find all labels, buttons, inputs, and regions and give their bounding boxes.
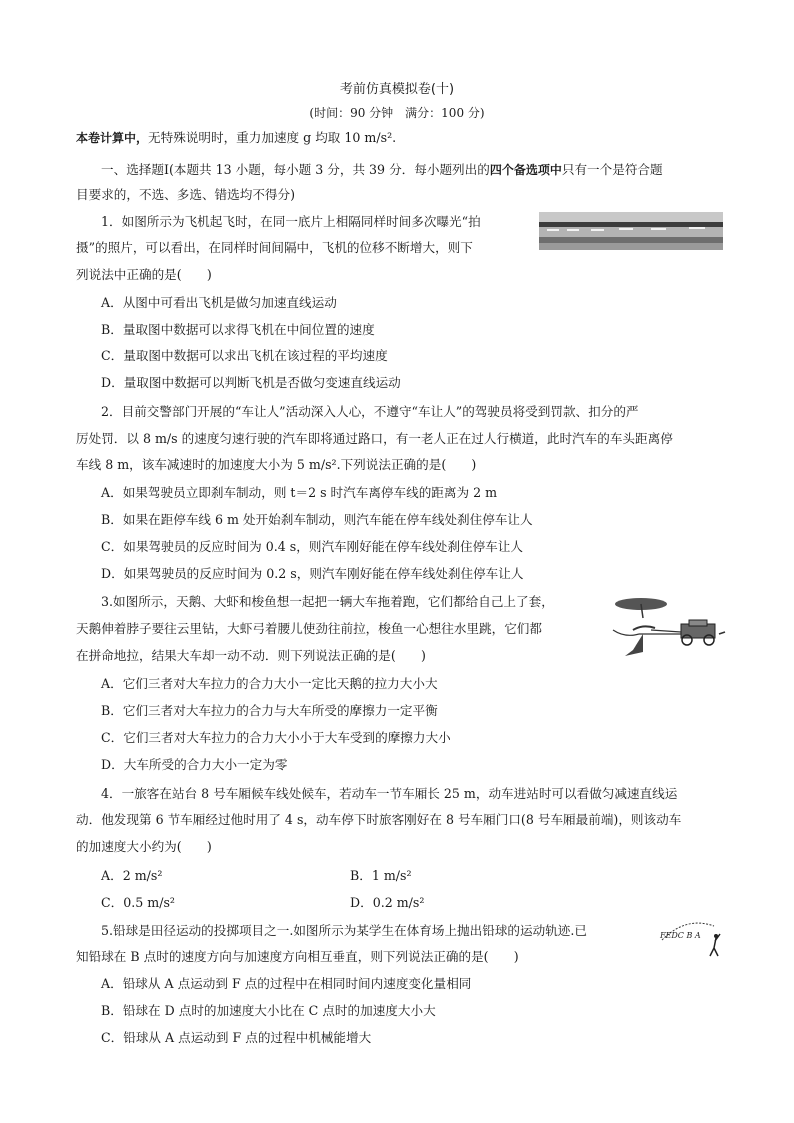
q5-option-b: B．铅球在 D 点时的加速度大小比在 C 点时的加速度大小大 — [101, 1003, 436, 1018]
q3-line1: 3.如图所示，天鹅、大虾和梭鱼想一起把一辆大车拖着跑，它们都给自己上了套， — [101, 594, 554, 609]
intro-text: 无特殊说明时，重力加速度 g 均取 10 m/s². — [148, 130, 397, 145]
section-heading-part2: 只有一个是符合题 — [561, 162, 663, 177]
q1-line1: 1．如图所示为飞机起飞时，在同一底片上相隔同样时间多次曝光“拍 — [101, 214, 481, 229]
shot-put-trajectory-figure — [658, 912, 724, 958]
section-heading-line2: 目要求的，不选、多选、错选均不得分) — [76, 187, 296, 202]
q3-option-d: D．大车所受的合力大小一定为零 — [101, 757, 288, 772]
swan-crayfish-pike-cart-figure — [603, 594, 727, 666]
q1-option-d: D．量取图中数据可以判断飞机是否做匀变速直线运动 — [101, 375, 401, 390]
q3-line3: 在拼命地拉，结果大车却一动不动．则下列说法正确的是( ) — [76, 648, 426, 663]
q2-line3: 车线 8 m，该车减速时的加速度大小为 5 m/s².下列说法正确的是( ) — [76, 457, 477, 472]
section-heading-line1 — [101, 160, 663, 180]
q4-option-d: D．0.2 m/s² — [350, 895, 425, 910]
q4-line2: 动．他发现第 6 节车厢经过他时用了 4 s，动车停下时旅客刚好在 8 号车厢门口(8 号车厢最前端)，则该动车 — [76, 812, 682, 827]
q5-line1: 5.铅球是田径运动的投掷项目之一.如图所示为某学生在体育场上抛出铅球的运动轨迹.已 — [101, 923, 587, 938]
q1-option-a: A．从图中可看出飞机是做匀加速直线运动 — [101, 295, 337, 310]
section-heading-bold: 四个备选项中 — [489, 163, 562, 177]
airplane-multi-exposure-photo — [539, 212, 723, 250]
q1-option-b: B．量取图中数据可以求得飞机在中间位置的速度 — [101, 322, 375, 337]
q1-line3: 列说法中正确的是( ) — [76, 267, 212, 282]
q3-option-c: C．它们三者对大车拉力的合力大小小于大车受到的摩擦力大小 — [101, 730, 451, 745]
q5-option-c: C．铅球从 A 点运动到 F 点的过程中机械能增大 — [101, 1030, 372, 1045]
q2-option-b: B．如果在距停车线 6 m 处开始刹车制动，则汽车能在停车线处刹住停车让人 — [101, 512, 533, 527]
section-heading-part1: 一、选择题Ⅰ(本题共 13 小题，每小题 3 分，共 39 分．每小题列出的 — [101, 162, 490, 177]
page-subtitle: (时间：90 分钟 满分：100 分) — [309, 106, 485, 120]
q4-option-a: A．2 m/s² — [101, 868, 163, 883]
q2-line1: 2．目前交警部门开展的“车让人”活动深入人心，不遵守“车让人”的驾驶员将受到罚款、扣分的严 — [101, 404, 639, 419]
q5-line2: 知铅球在 B 点时的速度方向与加速度方向相互垂直，则下列说法正确的是( ) — [76, 949, 519, 964]
q2-option-a: A．如果驾驶员立即刹车制动，则 t＝2 s 时汽车离停车线的距离为 2 m — [101, 485, 498, 500]
q3-option-b: B．它们三者对大车拉力的合力与大车所受的摩擦力一定平衡 — [101, 703, 438, 718]
q4-line1: 4．一旅客在站台 8 号车厢候车线处候车，若动车一节车厢长 25 m，动车进站时可以看做匀减速直线运 — [101, 786, 678, 801]
q1-line2: 摄”的照片，可以看出，在同样时间间隔中，飞机的位移不断增大，则下 — [76, 240, 473, 255]
q3-option-a: A．它们三者对大车拉力的合力大小一定比天鹅的拉力大小大 — [101, 676, 438, 691]
q2-line2: 厉处罚．以 8 m/s 的速度匀速行驶的汽车即将通过路口，有一老人正在过人行横道，此时汽车的车头距离停 — [76, 431, 673, 446]
intro-line — [76, 128, 396, 148]
q4-option-b: B．1 m/s² — [350, 868, 412, 883]
q1-option-c: C．量取图中数据可以求出飞机在该过程的平均速度 — [101, 348, 388, 363]
q4-option-c: C．0.5 m/s² — [101, 895, 175, 910]
q2-option-c: C．如果驾驶员的反应时间为 0.4 s，则汽车刚好能在停车线处刹住停车让人 — [101, 539, 523, 554]
page-title: 考前仿真模拟卷(十) — [339, 82, 455, 97]
intro-bold: 本卷计算中， — [76, 131, 149, 145]
trajectory-point-labels: FEDC B A — [660, 931, 701, 940]
q5-option-a: A．铅球从 A 点运动到 F 点的过程中在相同时间内速度变化量相同 — [101, 976, 472, 991]
q4-line3: 的加速度大小约为( ) — [76, 839, 212, 854]
q3-line2: 天鹅伸着脖子要往云里钻，大虾弓着腰儿使劲往前拉，梭鱼一心想往水里跳，它们都 — [76, 621, 542, 636]
q2-option-d: D．如果驾驶员的反应时间为 0.2 s，则汽车刚好能在停车线处刹住停车让人 — [101, 566, 524, 581]
